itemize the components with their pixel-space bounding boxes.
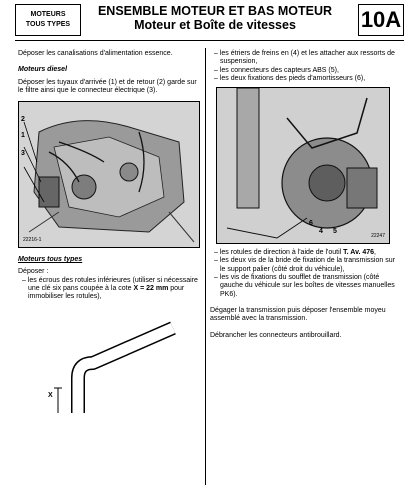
brake-figure	[216, 87, 390, 244]
fig1-callout-1: 1	[21, 132, 25, 140]
brake-illustration	[217, 88, 389, 243]
section-box-line1: MOTEURS	[30, 11, 66, 18]
hex-key-illustration	[18, 308, 198, 418]
fig2-callout-6: 6	[309, 220, 313, 228]
rotule-text-end: pour immobiliser les rotules),	[28, 285, 185, 301]
depose-label: Déposer :	[18, 268, 49, 276]
hex-key-figure	[18, 308, 198, 418]
engine-diesel-figure	[18, 101, 200, 248]
left-column	[18, 50, 198, 418]
rotule-text: les écrous des rotules inférieures (utiliser si nécessaire une clé six pans coupée à la cote	[27, 276, 198, 293]
fig1-number: 22216-1	[23, 236, 42, 243]
title-sub: Moteur et Boîte de vitesses	[134, 18, 296, 32]
fig1-callout-3: 3	[21, 150, 25, 158]
page-title	[85, 4, 345, 33]
all-types-heading: Moteurs tous types	[18, 256, 83, 264]
column-divider	[205, 48, 206, 485]
tool-reference: T. Av. 476	[343, 249, 375, 257]
right-item-steering: – les rotules de direction à l'aide de l'outil T. Av. 476,	[214, 249, 376, 257]
right-column	[210, 50, 400, 340]
title-main: ENSEMBLE MOTEUR ET BAS MOTEUR	[97, 4, 333, 18]
fig2-number: 22247	[371, 232, 385, 239]
rotule-item: – les écrous des rotules inférieures (utiliser si nécessaire une clé six pans coupée à la cote X = 22 mm pour immobiliser les rotules),	[22, 276, 198, 301]
transmission-text: Dégager la transmission puis déposer l'ensemble moyeu assemblé avec la transmission.	[210, 306, 386, 323]
page-header	[15, 4, 404, 38]
engine-illustration	[19, 102, 199, 247]
fig3-callout-x: X	[48, 391, 53, 399]
fig1-callout-2: 2	[21, 116, 25, 124]
diesel-heading: Moteurs diesel	[18, 66, 68, 74]
right-item-abs: – les connecteurs des capteurs ABS (5),	[214, 66, 339, 74]
fig2-callout-4: 4	[319, 228, 323, 236]
rotule-dimension: X = 22 mm	[133, 285, 169, 293]
section-box	[15, 4, 81, 36]
right-item-brakes: – les étriers de freins en (4) et les attacher aux ressorts de suspension,	[214, 50, 395, 66]
fig2-callout-5: 5	[333, 228, 337, 236]
diesel-text: Déposer les tuyaux d'arrivée (1) et de retour (2) garde sur le filtre ainsi que le connecteur électrique (3).	[18, 78, 197, 94]
antifog-text: Débrancher les connecteurs antibrouillard.	[210, 331, 342, 339]
header-divider	[15, 40, 404, 41]
right-item-boot: – les vis de fixations du soufflet de transmission (côté gauche du véhicule sur les boîtes de vitesses manuelles PK6).	[214, 274, 395, 298]
section-box-line2: TOUS TYPES	[25, 21, 71, 28]
chapter-code: 10A	[358, 4, 404, 36]
right-item-shocks: – les deux fixations des pieds d'amortisseurs (6),	[214, 74, 366, 82]
intro-text: Déposer les canalisations d'alimentation essence.	[18, 50, 173, 57]
right-item-bracket: – les deux vis de la bride de fixation de la transmission sur le support palier (côté droit du véhicule),	[214, 257, 395, 273]
